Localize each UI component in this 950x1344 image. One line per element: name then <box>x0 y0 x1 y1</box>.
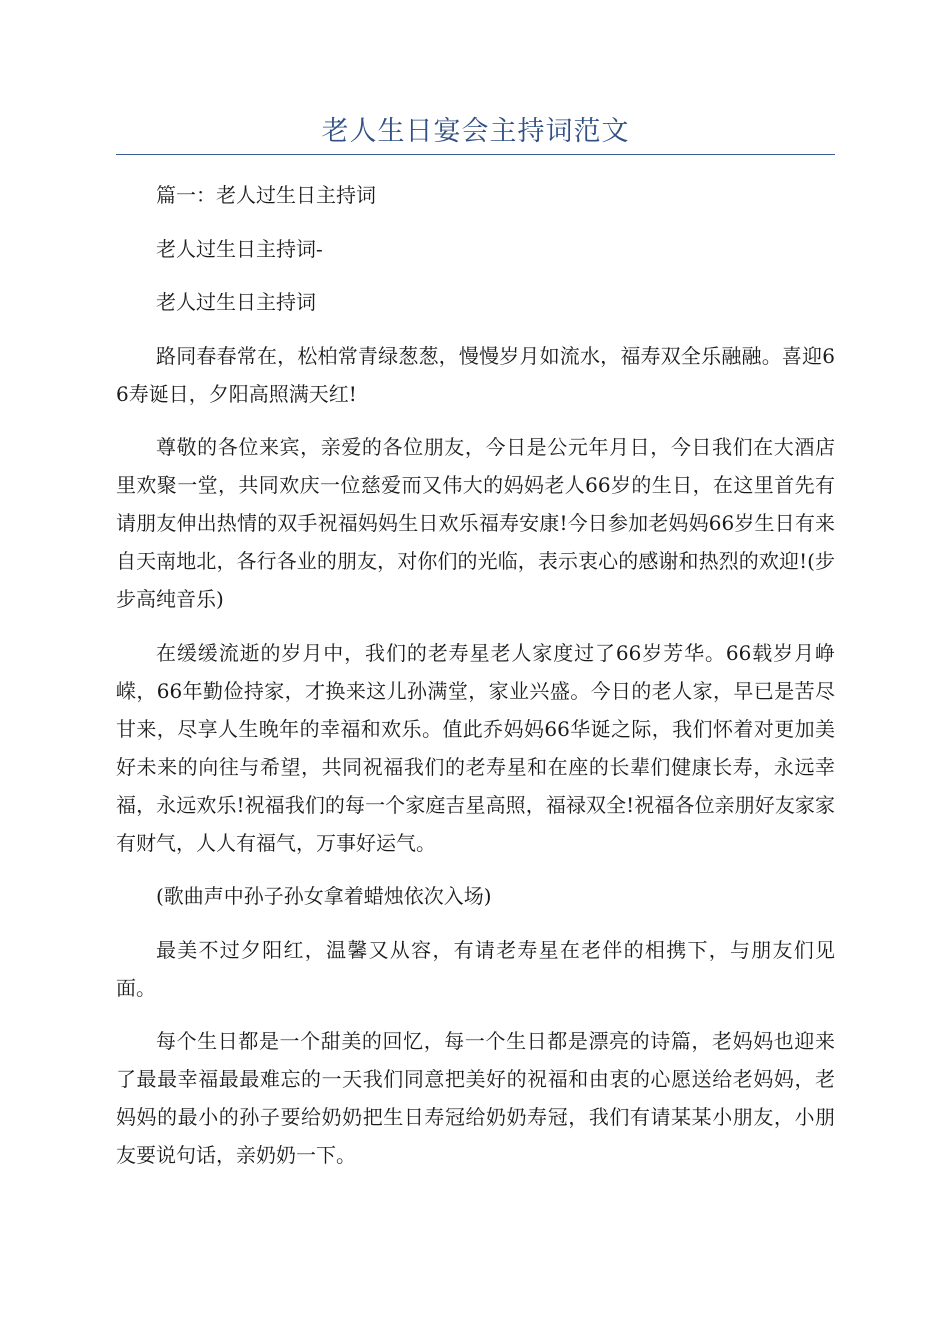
document-title: 老人生日宴会主持词范文 <box>321 116 630 147</box>
paragraph: 在缓缓流逝的岁月中，我们的老寿星老人家度过了66岁芳华。66载岁月峥嵘，66年勤俭持家，才换来这儿孙满堂，家业兴盛。今日的老人家，早已是苦尽甘来，尽享人生晚年的幸福和欢乐。值此乔妈妈66华诞之际，我们怀着对更加美好未来的向往与希望，共同祝福我们的老寿星和在座的长辈们健康长寿，永远幸福，永远欢乐!祝福我们的每一个家庭吉星高照，福禄双全!祝福各位亲朋好友家家有财气，人人有福气，万事好运气。 <box>116 640 835 855</box>
paragraph: 路同春春常在，松柏常青绿葱葱，慢慢岁月如流水，福寿双全乐融融。喜迎66寿诞日，夕阳高照满天红! <box>116 343 835 406</box>
title-underline <box>116 154 835 155</box>
paragraph: 老人过生日主持词- <box>156 236 323 261</box>
paragraph: 最美不过夕阳红，温馨又从容，有请老寿星在老伴的相携下，与朋友们见面。 <box>116 937 835 1000</box>
paragraph: 篇一：老人过生日主持词 <box>156 183 376 207</box>
paragraph: 尊敬的各位来宾，亲爱的各位朋友，今日是公元年月日，今日我们在大酒店里欢聚一堂，共同欢庆一位慈爱而又伟大的妈妈老人66岁的生日，在这里首先有请朋友伸出热情的双手祝福妈妈生日欢乐福寿安康!今日参加老妈妈66岁生日有来自天南地北，各行各业的朋友，对你们的光临，表示衷心的感谢和热烈的欢迎!(步步高纯音乐) <box>116 435 835 611</box>
paragraph: 老人过生日主持词 <box>156 290 316 314</box>
paragraph: 每个生日都是一个甜美的回忆，每一个生日都是漂亮的诗篇，老妈妈也迎来了最最幸福最最难忘的一天我们同意把美好的祝福和由衷的心愿送给老妈妈，老妈妈的最小的孙子要给奶奶把生日寿冠给奶奶寿冠，我们有请某某小朋友，小朋友要说句话，亲奶奶一下。 <box>116 1029 835 1167</box>
document-body <box>116 176 835 1190</box>
paragraph: (歌曲声中孙子孙女拿着蜡烛依次入场) <box>156 884 492 908</box>
